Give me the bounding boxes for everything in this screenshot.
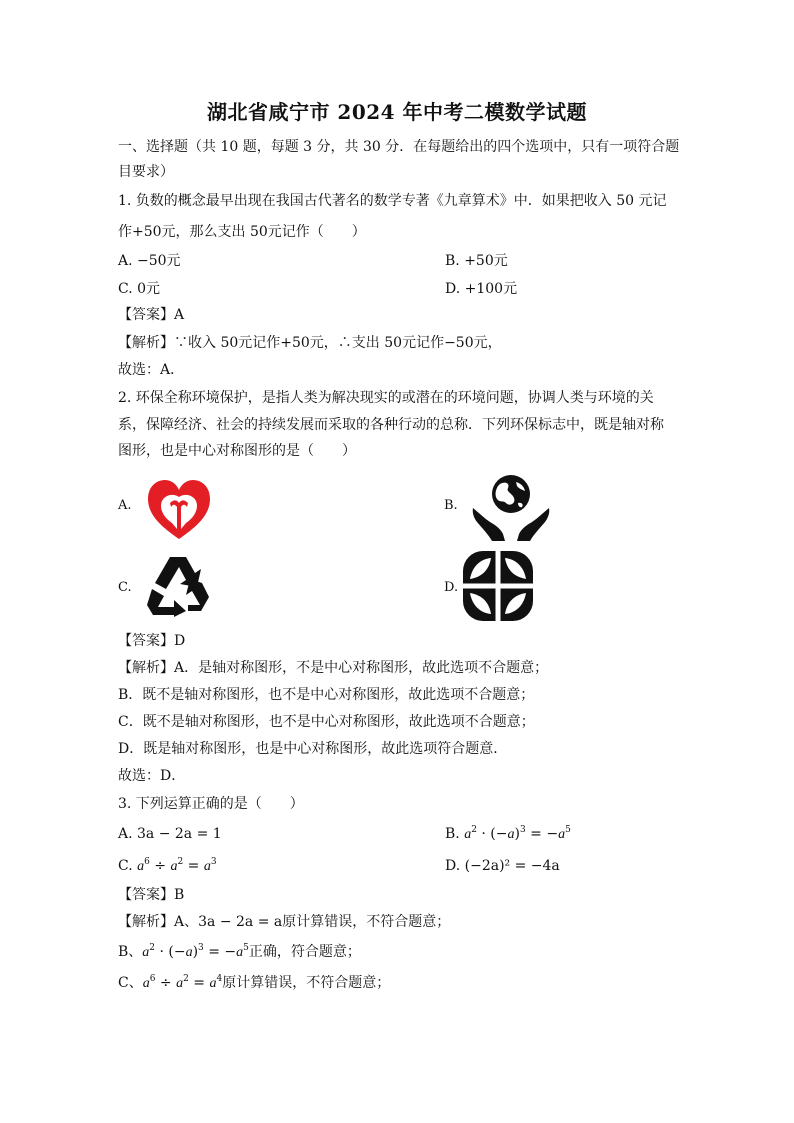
recycle-icon <box>144 553 212 617</box>
q2-stem-line3: 图形，也是中心对称图形的是（ ） <box>118 443 356 459</box>
q2-label-b: B. <box>444 498 458 513</box>
q3-option-a: A. 3a − 2a = 1 <box>118 826 222 842</box>
section-instruction-line2: 目要求） <box>118 164 174 180</box>
q2-choose: 故选：D． <box>118 768 186 784</box>
q2-analysis-4: D．既是轴对称图形，也是中心对称图形，故此选项符合题意． <box>118 741 508 757</box>
q3-analysis-1: 【解析】A、3a − 2a = a原计算错误，不符合题意； <box>118 914 451 930</box>
q3-option-c: C. $a^6 \div a^2 = a^3$ <box>118 857 217 874</box>
q2-label-a: A. <box>118 498 132 513</box>
q1-option-c: C. 0元 <box>118 281 161 297</box>
four-leaf-square-icon <box>462 550 534 622</box>
q2-analysis-2: B．既不是轴对称图形，也不是中心对称图形，故此选项不合题意； <box>118 687 535 703</box>
q1-choose: 故选：A． <box>118 362 185 378</box>
q1-option-a: A. −50元 <box>118 253 181 269</box>
q2-stem-line2: 系，保障经济、社会的持续发展而采取的各种行动的总称．下列环保标志中，既是轴对称 <box>118 417 664 433</box>
q1-answer: 【答案】A <box>118 307 185 323</box>
q2-answer: 【答案】D <box>118 633 186 649</box>
page-title: 湖北省咸宁市 2024 年中考二模数学试题 <box>206 100 588 124</box>
globe-hands-icon <box>470 472 552 542</box>
q3-option-b: B. $a^2 \cdot (-a)^3 = -a^5$ <box>445 825 571 842</box>
q1-stem-line2: 作+50元，那么支出 50元记作（ ） <box>118 224 366 240</box>
q3-answer: 【答案】B <box>118 887 185 903</box>
heart-hands-icon <box>145 477 213 543</box>
section-instruction-line1: 一、选择题（共 10 题，每题 3 分，共 30 分．在每题给出的四个选项中，只有一项符合题 <box>118 139 680 155</box>
q2-stem-line1: 2. 环保全称环境保护，是指人类为解决现实的或潜在的环境问题，协调人类与环境的关 <box>118 390 654 406</box>
q3-analysis-2: B、$a^2 \cdot (-a)^3 = -a^5$正确，符合题意； <box>118 943 361 960</box>
q2-label-c: C. <box>118 580 132 595</box>
q3-option-d: D. (−2a)² = −4a <box>445 858 560 874</box>
q2-label-d: D. <box>444 580 459 595</box>
q3-stem: 3. 下列运算正确的是（ ） <box>118 796 304 812</box>
q1-option-d: D. +100元 <box>445 281 518 297</box>
q2-analysis-1: 【解析】A．是轴对称图形，不是中心对称图形，故此选项不合题意； <box>118 660 549 676</box>
q1-stem-line1: 1. 负数的概念最早出现在我国古代著名的数学专著《九章算术》中．如果把收入 50 元记 <box>118 193 667 209</box>
q1-analysis: 【解析】∵收入 50元记作+50元，∴支出 50元记作−50元， <box>118 335 502 351</box>
q3-analysis-3: C、$a^6 \div a^2 = a^4$原计算错误，不符合题意； <box>118 974 391 991</box>
q2-analysis-3: C．既不是轴对称图形，也不是中心对称图形，故此选项不合题意； <box>118 714 535 730</box>
q1-option-b: B. +50元 <box>445 253 508 269</box>
